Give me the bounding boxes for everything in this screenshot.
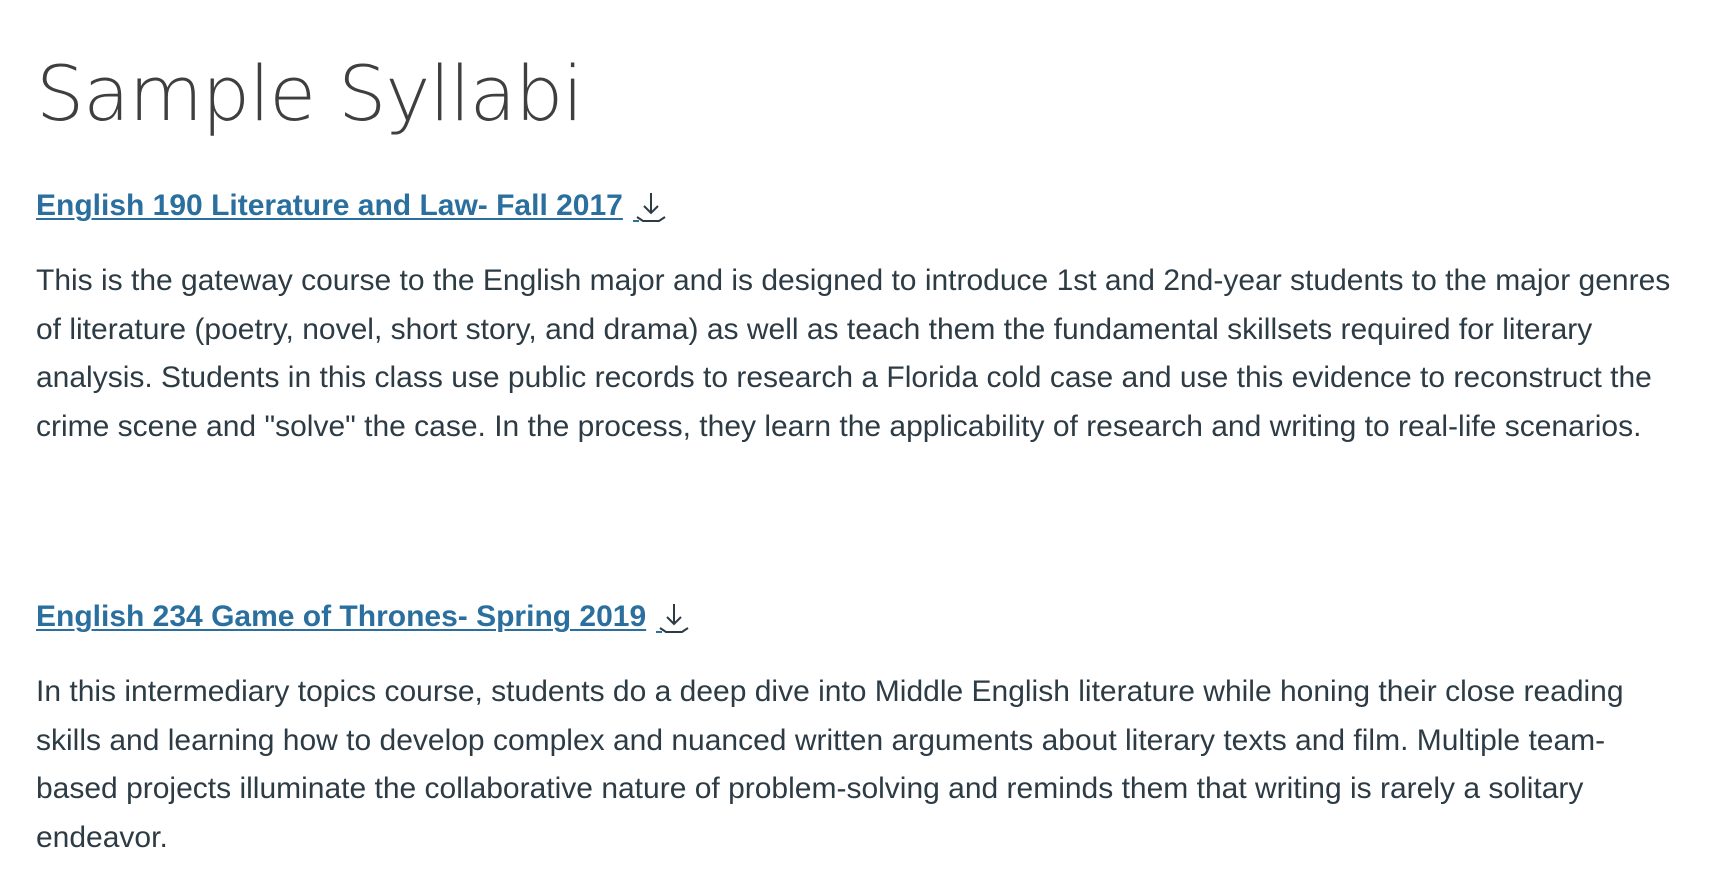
course-entry <box>36 598 1676 862</box>
course-syllabus-link[interactable]: English 190 Literature and Law- Fall 2017 <box>36 189 623 222</box>
download-icon[interactable] <box>656 598 692 636</box>
course-link-row <box>36 187 1676 225</box>
course-link-row <box>36 598 1676 636</box>
page-title: Sample Syllabi <box>36 49 583 138</box>
course-syllabus-link[interactable]: English 234 Game of Thrones- Spring 2019 <box>36 600 647 633</box>
course-description: In this intermediary topics course, students do a deep dive into Middle English literature while honing their close reading skills and learning how to develop complex and nuanced written arguments about literary texts and film. Multiple team-based projects illuminate the collaborative nature of problem-solving and reminds them that writing is rarely a solitary endeavor. <box>36 675 1624 854</box>
download-icon[interactable] <box>633 187 669 225</box>
course-entry <box>36 187 1676 451</box>
course-description: This is the gateway course to the English major and is designed to introduce 1st and 2nd-year students to the major genres of literature (poetry, novel, short story, and drama) as well as teach them the fundamental skillsets required for literary analysis. Students in this class use public records to research a Florida cold case and use this evidence to reconstruct the crime scene and "solve" the case. In the process, they learn the applicability of research and writing to real-life scenarios. <box>36 264 1671 443</box>
